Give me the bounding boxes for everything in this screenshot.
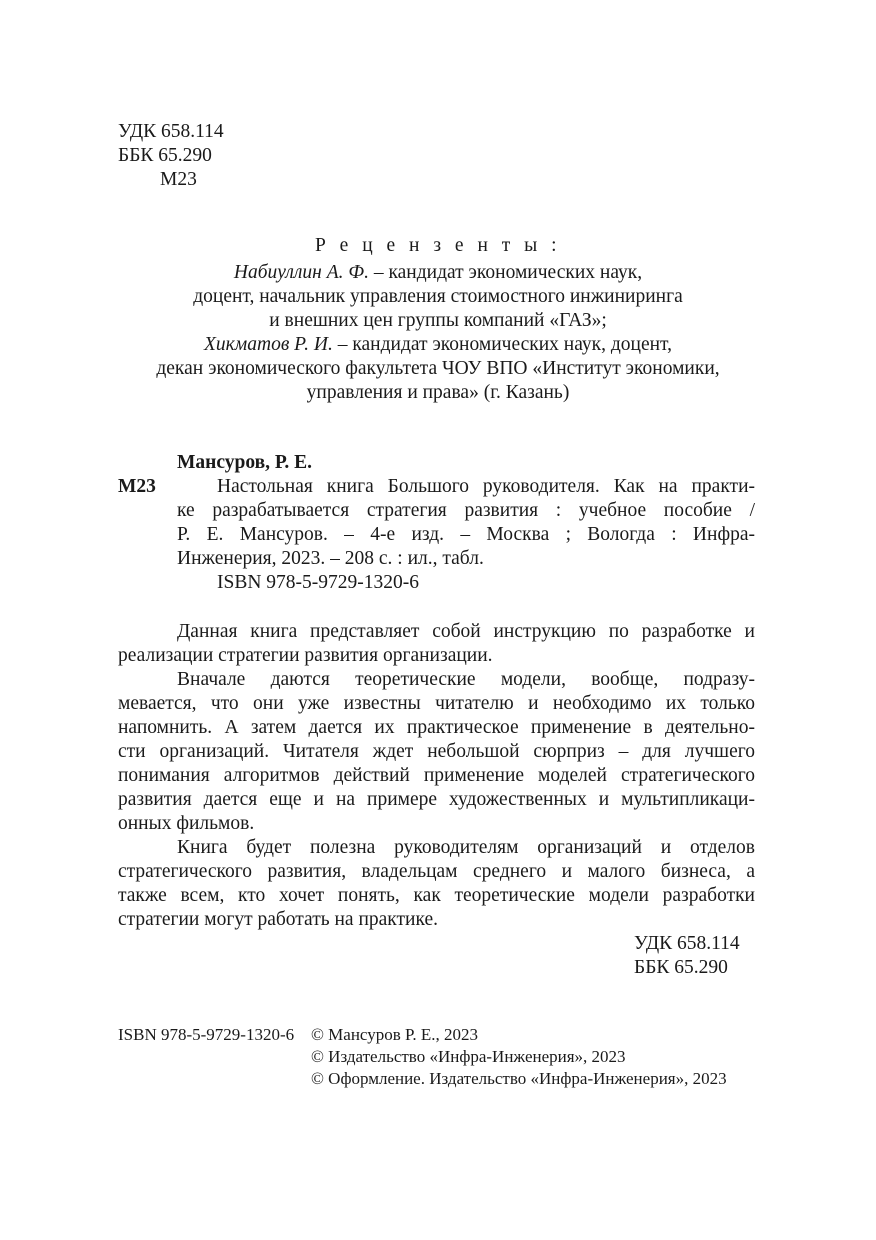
abstract-line: реализации стратегии развития организации. [118,645,493,666]
abstract-line: мевается, что они уже известны читателю и необходимо их только [118,693,755,714]
abstract-line: напомнить. А затем дается их практическое применение в деятельно- [118,717,755,738]
abstract-line: также всем, кто хочет понять, как теоретические модели разработки [118,885,755,906]
reviewer-1-name: Набиуллин А. Ф. [233,262,369,283]
reviewer-2-line-1: Хикматов Р. И. – кандидат экономических наук, доцент, [204,334,672,355]
bib-isbn: ISBN 978-5-9729-1320-6 [217,572,420,593]
bib-line-4: Инженерия, 2023. – 208 с. : ил., табл. [177,548,484,569]
copyright-design: © Оформление. Издательство «Инфра-Инженерия», 2023 [311,1069,727,1088]
abstract-line: стратегии могут работать на практике. [118,909,438,930]
bbk-bottom: ББК 65.290 [634,957,728,978]
reviewer-1-line-3: и внешних цен группы компаний «ГАЗ»; [269,310,607,331]
author-mark-top: М23 [160,169,197,190]
bib-line-1: Настольная книга Большого руководителя. Как на практи- [217,476,755,497]
copyright-author: © Мансуров Р. Е., 2023 [311,1025,478,1044]
reviewer-2-name: Хикматов Р. И. [204,334,333,355]
bib-mark: М23 [118,476,156,497]
reviewer-2-line-2: декан экономического факультета ЧОУ ВПО «Институт экономики, [156,358,720,379]
reviewers-heading: Р е ц е н з е н т ы : [314,235,562,256]
reviewer-2-line-3: управления и права» (г. Казань) [306,382,570,403]
abstract-line: сти организаций. Читателя ждет небольшой сюрприз – для лучшего [118,741,755,762]
bbk-top: ББК 65.290 [118,145,212,166]
bib-line-3: Р. Е. Мансуров. – 4-е изд. – Москва ; Вологда : Инфра- [177,524,755,545]
abstract-line: понимания алгоритмов действий применение моделей стратегического [118,765,755,786]
abstract-line: онных фильмов. [118,813,255,834]
abstract-line: развития дается еще и на примере художественных и мультипликаци- [118,789,755,810]
abstract-line: Книга будет полезна руководителям организаций и отделов [177,837,755,858]
udk-top: УДК 658.114 [118,121,224,142]
abstract-line: стратегического развития, владельцам среднего и малого бизнеса, а [118,861,755,882]
copyright-publisher: © Издательство «Инфра-Инженерия», 2023 [311,1047,626,1066]
abstract-line: Данная книга представляет собой инструкцию по разработке и [177,621,755,642]
reviewer-1-line-2: доцент, начальник управления стоимостного инжиниринга [193,286,683,307]
udk-bottom: УДК 658.114 [634,933,740,954]
bib-author: Мансуров, Р. Е. [177,452,313,473]
reviewer-1-line-1: Набиуллин А. Ф. – кандидат экономических наук, [233,262,643,283]
bib-line-2: ке разрабатывается стратегия развития : учебное пособие / [177,500,755,521]
abstract-line: Вначале даются теоретические модели, вообще, подразу- [177,669,755,690]
copyright-isbn: ISBN 978-5-9729-1320-6 [118,1025,295,1044]
